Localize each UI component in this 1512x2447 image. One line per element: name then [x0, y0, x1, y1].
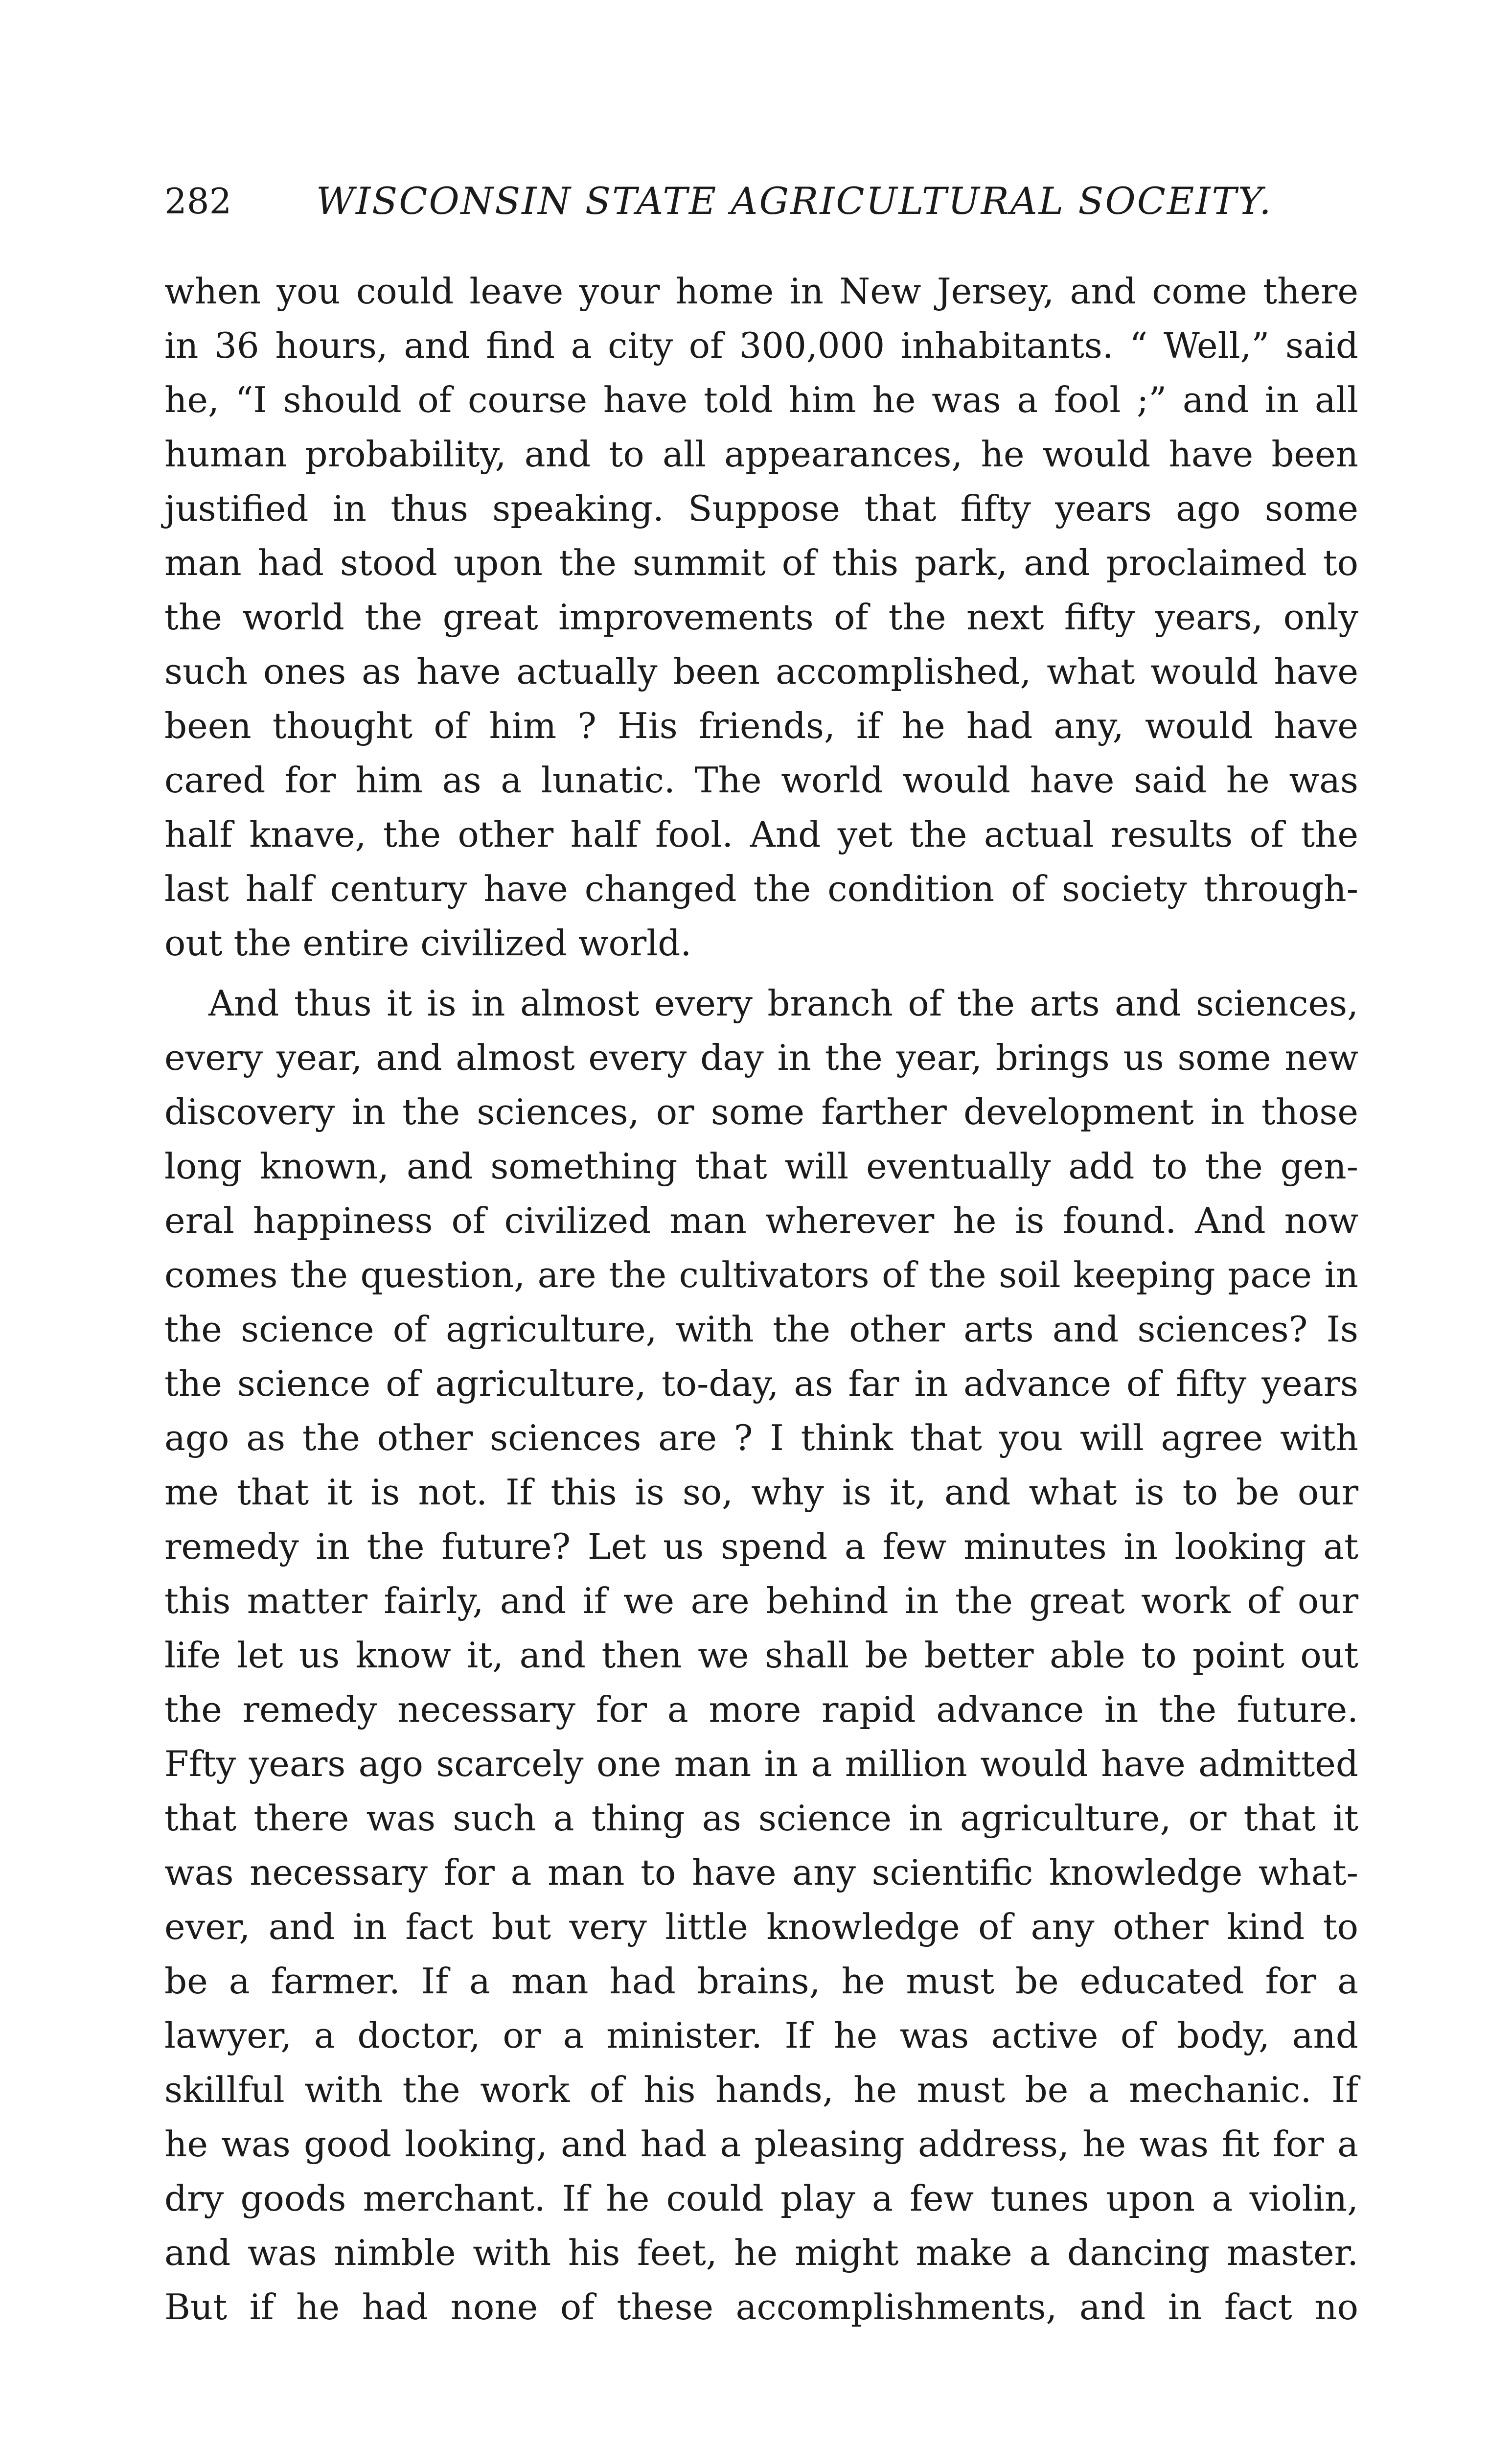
page-number: 282 [164, 181, 232, 222]
text-line: dry goods merchant. If he could play a few tunes upon a violin, [164, 2178, 1358, 2219]
text-line: remedy in the future? Let us spend a few minutes in looking at [164, 1526, 1358, 1567]
text-line: long known, and something that will eventually add to the gen- [164, 1146, 1358, 1187]
text-line: the science of agriculture, to-day, as far in advance of fifty years [164, 1363, 1358, 1404]
text-line: and was nimble with his feet, he might make a dancing master. [164, 2232, 1358, 2273]
text-line: justified in thus speaking. Suppose that fifty years ago some [164, 488, 1358, 529]
paragraph-first-line: And thus it is in almost every branch of the arts and sciences, [208, 983, 1358, 1024]
text-line: this matter fairly, and if we are behind in the great work of our [164, 1580, 1358, 1621]
text-line: every year, and almost every day in the year, brings us some new [164, 1037, 1358, 1078]
text-line: eral happiness of civilized man wherever he is found. And now [164, 1200, 1358, 1241]
text-line: half knave, the other half fool. And yet the actual results of the [164, 814, 1358, 855]
text-line: skillful with the work of his hands, he must be a mechanic. If [164, 2069, 1358, 2110]
text-line: that there was such a thing as science in agriculture, or that it [164, 1798, 1358, 1839]
text-line: he, “I should of course have told him he was a fool ;” and in all [164, 379, 1358, 420]
running-title: WISCONSIN STATE AGRICULTURAL SOCEITY. [316, 179, 1273, 223]
text-line: be a farmer. If a man had brains, he must be educated for a [164, 1961, 1358, 2002]
text-line: man had stood upon the summit of this park, and proclaimed to [164, 542, 1358, 583]
text-line: the world the great improvements of the next fifty years, only [164, 597, 1358, 638]
text-line: when you could leave your home in New Jersey, and come there [164, 271, 1358, 312]
page-header [164, 174, 1358, 228]
text-line: he was good looking, and had a pleasing address, he was fit for a [164, 2124, 1358, 2165]
text-line: last half century have changed the condition of society through- [164, 868, 1358, 909]
text-line: cared for him as a lunatic. The world would have said he was [164, 760, 1358, 801]
text-line: life let us know it, and then we shall be better able to point out [164, 1635, 1358, 1676]
text-line: ago as the other sciences are ? I think that you will agree with [164, 1417, 1358, 1458]
text-line: Ffty years ago scarcely one man in a million would have admitted [164, 1743, 1358, 1784]
text-line: comes the question, are the cultivators of the soil keeping pace in [164, 1254, 1358, 1295]
text-line: ever, and in fact but very little knowledge of any other kind to [164, 1906, 1358, 1947]
text-line: human probability, and to all appearances, he would have been [164, 434, 1358, 475]
text-line: me that it is not. If this is so, why is it, and what is to be our [164, 1472, 1358, 1513]
text-line: discovery in the sciences, or some farther development in those [164, 1091, 1358, 1132]
text-line: was necessary for a man to have any scientific knowledge what- [164, 1852, 1358, 1893]
text-line: out the entire civilized world. [164, 923, 692, 964]
text-line: the science of agriculture, with the other arts and sciences? Is [164, 1309, 1358, 1350]
text-line: such ones as have actually been accomplished, what would have [164, 651, 1358, 692]
text-line: But if he had none of these accomplishments, and in fact no [164, 2286, 1358, 2328]
text-line: been thought of him ? His friends, if he had any, would have [164, 705, 1358, 746]
text-line: in 36 hours, and find a city of 300,000 inhabitants. “ Well,” said [164, 325, 1358, 366]
text-line: the remedy necessary for a more rapid advance in the future. [164, 1689, 1358, 1730]
text-line: lawyer, a doctor, or a minister. If he was active of body, and [164, 2015, 1358, 2056]
